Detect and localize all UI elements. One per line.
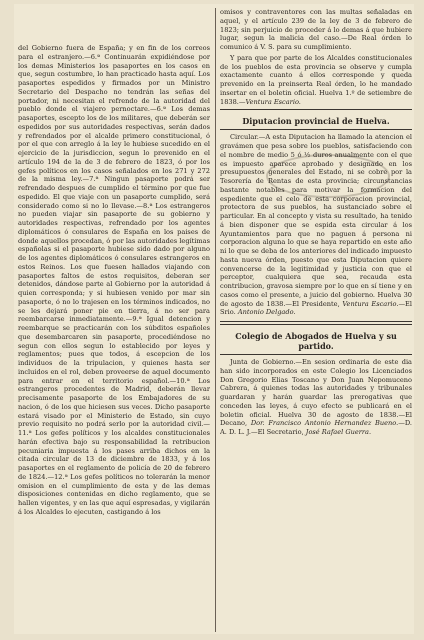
dean-signature: Dor. Francisco Antonio Hernandez Bueno.	[250, 419, 399, 428]
double-rule	[220, 321, 412, 325]
section-divider	[220, 109, 412, 110]
governor-note-text: Y para que por parte de los Alcaldes constitucionales de los pueblos de esta provincia se observe y cumpla exactamente cuanto á ellos corresponde y queda prevenido en la preinserta Real órden, lo he mandado insertar en el boletin oficial. Huelva 1.º de setiembre de 1838.—	[220, 53, 412, 106]
left-column	[18, 44, 210, 634]
diputacion-circular	[220, 133, 412, 317]
section-divider	[220, 129, 412, 130]
diputacion-circular-text: Circular.—A esta Diputacion ha llamado la atencion el gravámen que pesa sobre los pueblos, satisfaciendo con el nombre de medio 5 ó ½ duros anualmente con el que es impuesto aparece aprobado y designado en los presupuestos generales del Estado, ni se cobre por la Tesorería de Rentas de esta provincia; circunstancias bastante notables para motivar la formacion del espediente que el celo de esta corporacion provincial, protectora de sus pueblos, ha sustanciado sobre el particular. En al concepto y vista su resultado, ha tenido á bien disponer que se espida esta circular á los Ayuntamientos para que no paguen á persona ni corporacion alguna lo que se haya repartido en este año ni lo que se deba de los anteriores del indicado impuesto hasta nueva órden, puesto que esta Diputacion quiere convencerse de la legitimidad y justicia con que el perceptor, cualquiera que sea, recauda esta contribucion, gravosa siempre por lo que en sí tiene y en casos como el presente, a juicio del gobierno. Huelva 30 de agosto de 1838.—El Presidente,	[220, 133, 412, 308]
colegio-secretary-label: —D. A. D. L. J.—El Secretario,	[220, 419, 412, 436]
governor-signature: Ventura Escario.	[245, 97, 301, 106]
secretary-signature: Antonio Delgado.	[237, 308, 296, 317]
president-signature: Ventura Escario.	[342, 299, 399, 308]
royal-order-conclusion: omisos y contraventores con las multas señaladas en aquel, y el artículo 239 de la ley de 3 de febrero de 1823; sin perjuicio de proceder á lo demas á que hubiere lugar, segun la malicia del caso.—De Real órden lo comunico á V. S. para su cumplimiento.	[220, 8, 412, 51]
secretary-label: —El Srio.	[220, 299, 412, 317]
section-title-colegio: Colegio de Abogados de Huelva y su partido.	[235, 331, 397, 351]
colegio-secretary-signature: José Rafael Guerra.	[305, 428, 372, 436]
newspaper-page	[14, 4, 414, 634]
right-column	[220, 8, 412, 632]
colegio-notice	[220, 358, 412, 437]
section-title-diputacion: Diputacion provincial de Huelva.	[242, 116, 390, 127]
section-divider	[220, 354, 412, 355]
left-column-text: del Gobierno fuera de España; y en fin de los correos para el estranjero.—6.ª Continuarán expidiéndose por los demas Ministerios los pasaportes en los casos en que, segun costumbre, lo han practicado hasta aquí. Los pasaportes espedidos y firmados por un Ministro Secretario del Despacho no tendrán las señas del portador, ni necesitan el refrendo de la autoridad del pueblo donde el viajero pernoctare.—6.ª Los demas pasaportes, escepto los de los militares, que deberán ser espedidos por sus autoridades respectivas, serán dados y refrendados por el alcalde primero constitucional, ó por el que con arreglo á la ley le hubiese sucedido en el ejercicio de la jurisdiccion, segun lo prevenido en el artículo 194 de la de 3 de febrero de 1823, ó por los gefes políticos en los casos señalados en los 271 y 272 de la misma ley.—7.ª Ningun pasaporte podrá ser refrendado despues de cumplido el término por que fue espedido. El que viaje con un pasaporte cumplido, será considerado como si no lo llevase.—8.ª Los estrangeros no pueden viajar sin pasaporte de su gobierno y autoridades respectivas, refrendado por los agentes diplomáticos ó consulares de España en los paises de donde aquellos procedan, ó por las autoridades legítimas españolas si el pasaporte hubiese sido dado por alguno de los agentes diplomáticos ó consulares estrangeros en estos Reinos. Los que fuesen hallados viajando con pasaportes faltos de estos requisitos, deberan ser detenidos, dándose parte al Gobierno por la autoridad á quien corresponda; y si hubiesen venido por mar sin pasaporte, ó no lo trajesen en los términos indicados, no se les dejará poner pie en tierra, á no ser para reembarcarse inmediatamente.—9.ª Igual detencion y reembarque se practicarán con los súbditos españoles que desembarcaren sin pasaporte, procediéndose no segun con ellos segun lo establecido por leyes y reglamentos; pues que todos, á escepcion de los individuos de la tripulacion, y quienes hasta ser incluidos en el rol, deben proveerse de aquel documento para entrar en el territorio español.—10.ª Los estrangeros procedentes de Madrid, deberán llevar precisamente pasaporte de los Embajadores de su nacion, ó de los que hiciesen sus veces. Dicho pasaporte estará visado por el Ministerio de Estado, sin cuyo previo requisito no podrá serlo por la autoridad civil.—11.ª Los gefes políticos y los alcaldes constitucionales harán efectiva bajo su responsabilidad la retribucion pecuniaria impuesta á los pases arriba dichos en la citada circular de 13 de diciembre de 1833, y á los pasaportes en el reglamento de policía de 20 de febrero de 1824.—12.ª Los gefes políticos no tolerarán la menor omision en el cumplimiento de esta y de las demas disposiciones contenidas en dicho reglamento, que se hallen vigentes, y en las que aquí espresadas, y vigilarán á los Alcaldes lo ejecuten, castigando á los	[18, 44, 210, 516]
colegio-notice-text: Junta de Gobierno.—En sesion ordinaria de este dia han sido incorporados en este Colegio los Licenciados Don Gregorio Elias Toscano y Don Juan Nepomuceno Cabrera, á quienes todas las autoridades y tribunales guardaran y harán guardar las prerogativas que conceden las leyes, á cuyo efecto se publicará en el boletin oficial. Huelva 30 de agosto de 1838.—El Decano,	[220, 358, 412, 428]
column-divider	[215, 8, 216, 632]
governor-note	[220, 54, 412, 107]
